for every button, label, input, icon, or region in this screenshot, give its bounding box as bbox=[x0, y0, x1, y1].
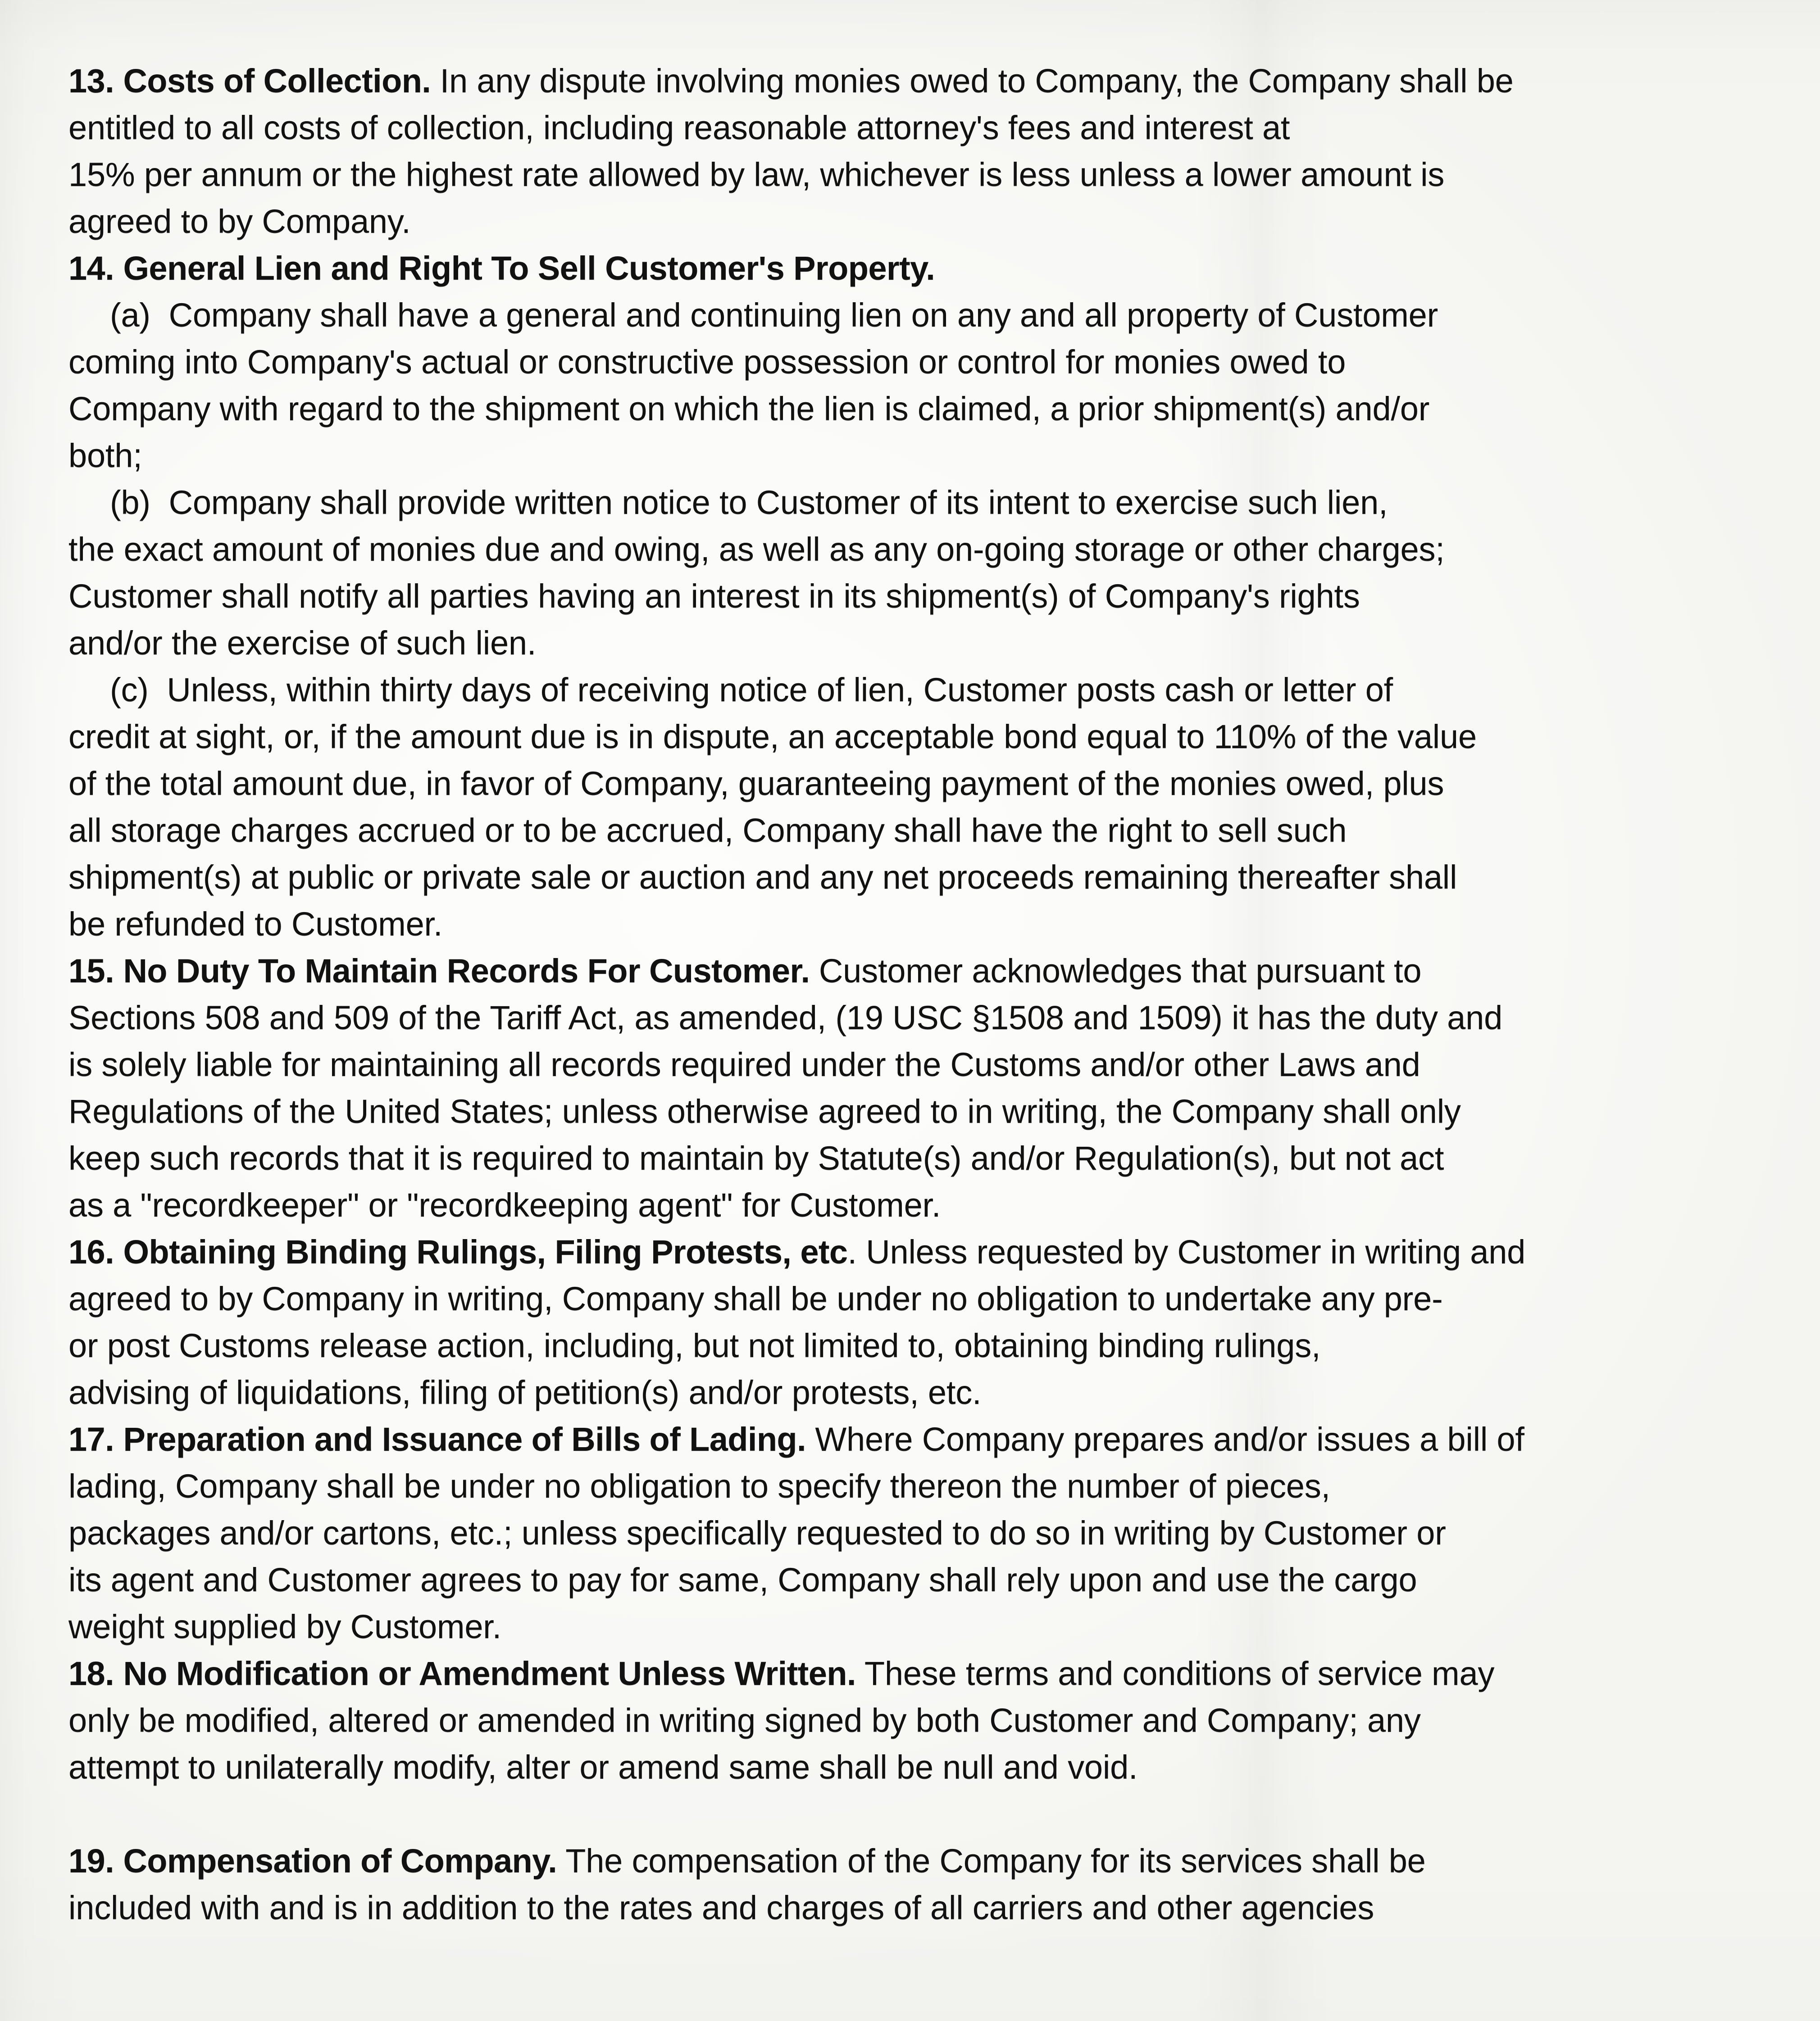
clause-16-line-2: agreed to by Company in writing, Company shall be under no obligation to undertake any pre- bbox=[68, 1280, 1443, 1317]
clause-14b-line-2: the exact amount of monies due and owing, as well as any on-going storage or other charges; bbox=[68, 531, 1445, 568]
clause-14c-line-6: be refunded to Customer. bbox=[68, 905, 443, 943]
clause-17-line-2: lading, Company shall be under no obligation to specify thereon the number of pieces, bbox=[68, 1467, 1330, 1505]
clause-16-heading-trailing: . bbox=[847, 1233, 857, 1271]
clause-13-line-3: 15% per annum or the highest rate allowed by law, whichever is less unless a lower amount is bbox=[68, 156, 1445, 193]
clause-14c-line-2: credit at sight, or, if the amount due is in dispute, an acceptable bond equal to 110% of the value bbox=[68, 718, 1477, 755]
clause-13-line-2: entitled to all costs of collection, including reasonable attorney's fees and interest at bbox=[68, 109, 1290, 146]
clause-14c-label: (c) bbox=[110, 671, 149, 708]
clause-14a-label: (a) bbox=[110, 296, 150, 334]
clause-13-line-4: agreed to by Company. bbox=[68, 203, 411, 240]
clause-19-line-2: included with and is in addition to the rates and charges of all carriers and other agencies bbox=[68, 1889, 1374, 1926]
clause-18-heading: No Modification or Amendment Unless Written. bbox=[123, 1655, 856, 1692]
clause-14-number: 14. bbox=[68, 250, 114, 287]
clause-17-line-1: Where Company prepares and/or issues a bill of bbox=[815, 1421, 1524, 1458]
clause-17-heading: Preparation and Issuance of Bills of Lading. bbox=[123, 1421, 806, 1458]
clause-13-line-1: In any dispute involving monies owed to Company, the Company shall be bbox=[440, 62, 1514, 100]
clause-14a-line-2: coming into Company's actual or constructive possession or control for monies owed to bbox=[68, 343, 1346, 381]
clause-17-line-3: packages and/or cartons, etc.; unless specifically requested to do so in writing by Customer or bbox=[68, 1514, 1446, 1552]
clause-15-line-1: Customer acknowledges that pursuant to bbox=[819, 952, 1422, 990]
clause-14a-line-1: Company shall have a general and continuing lien on any and all property of Customer bbox=[168, 296, 1438, 334]
clause-14c-line-3: of the total amount due, in favor of Company, guaranteeing payment of the monies owed, plus bbox=[68, 765, 1444, 802]
clause-17-line-4: its agent and Customer agrees to pay for same, Company shall rely upon and use the cargo bbox=[68, 1561, 1417, 1599]
clause-14a-line-4: both; bbox=[68, 437, 142, 474]
clause-13 bbox=[68, 58, 1749, 245]
clause-15-line-6: as a "recordkeeper" or "recordkeeping agent" for Customer. bbox=[68, 1186, 941, 1224]
clause-14c-line-1: Unless, within thirty days of receiving notice of lien, Customer posts cash or letter of bbox=[167, 671, 1393, 708]
clause-18-line-1: These terms and conditions of service may bbox=[864, 1655, 1495, 1692]
clause-19-number: 19. bbox=[68, 1842, 114, 1880]
clause-14-heading-row bbox=[68, 245, 1749, 292]
clause-14b bbox=[68, 479, 1749, 667]
document-text-column bbox=[68, 58, 1749, 1931]
clause-16-line-4: advising of liquidations, filing of petition(s) and/or protests, etc. bbox=[68, 1374, 982, 1411]
clause-15-number: 15. bbox=[68, 952, 114, 990]
clause-17-number: 17. bbox=[68, 1421, 114, 1458]
clause-19 bbox=[68, 1838, 1749, 1931]
clause-14a-line-3: Company with regard to the shipment on which the lien is claimed, a prior shipment(s) and/or bbox=[68, 390, 1430, 427]
clause-14b-line-1: Company shall provide written notice to Customer of its intent to exercise such lien, bbox=[168, 484, 1388, 521]
clause-15-line-3: is solely liable for maintaining all records required under the Customs and/or other Laws and bbox=[68, 1046, 1420, 1083]
clause-13-heading-trailing: . bbox=[422, 62, 431, 100]
clause-17-line-5: weight supplied by Customer. bbox=[68, 1608, 502, 1645]
clause-14b-line-4: and/or the exercise of such lien. bbox=[68, 624, 537, 662]
clause-14c-line-5: shipment(s) at public or private sale or auction and any net proceeds remaining thereafter shall bbox=[68, 858, 1457, 896]
clause-14c bbox=[68, 667, 1749, 948]
clause-14a bbox=[68, 292, 1749, 479]
clause-13-number: 13. bbox=[68, 62, 114, 100]
clause-19-line-1: The compensation of the Company for its services shall be bbox=[565, 1842, 1426, 1880]
clause-16-heading: Obtaining Binding Rulings, Filing Protests, etc bbox=[123, 1233, 848, 1271]
clause-16-line-1: Unless requested by Customer in writing and bbox=[866, 1233, 1526, 1271]
clause-17 bbox=[68, 1416, 1749, 1650]
clause-15-heading: No Duty To Maintain Records For Customer. bbox=[123, 952, 810, 990]
clause-18-line-2: only be modified, altered or amended in writing signed by both Customer and Company; any bbox=[68, 1702, 1421, 1739]
clause-13-heading: Costs of Collection bbox=[123, 62, 422, 100]
clause-16-number: 16. bbox=[68, 1233, 114, 1271]
clause-15 bbox=[68, 948, 1749, 1229]
clause-15-line-5: keep such records that it is required to maintain by Statute(s) and/or Regulation(s), but not act bbox=[68, 1140, 1444, 1177]
clause-14b-label: (b) bbox=[110, 484, 150, 521]
clause-14c-line-4: all storage charges accrued or to be accrued, Company shall have the right to sell such bbox=[68, 812, 1347, 849]
clause-18-number: 18. bbox=[68, 1655, 114, 1692]
clause-14b-line-3: Customer shall notify all parties having an interest in its shipment(s) of Company's rights bbox=[68, 577, 1360, 615]
clause-15-line-4: Regulations of the United States; unless otherwise agreed to in writing, the Company shall only bbox=[68, 1093, 1461, 1130]
clause-18 bbox=[68, 1650, 1749, 1791]
clause-15-line-2: Sections 508 and 509 of the Tariff Act, as amended, (19 USC §1508 and 1509) it has the duty and bbox=[68, 999, 1503, 1036]
clause-16-line-3: or post Customs release action, including, but not limited to, obtaining binding rulings, bbox=[68, 1327, 1321, 1364]
clause-19-heading: Compensation of Company. bbox=[123, 1842, 557, 1880]
clause-18-line-3: attempt to unilaterally modify, alter or amend same shall be null and void. bbox=[68, 1749, 1138, 1786]
clause-14-heading: General Lien and Right To Sell Customer's Property. bbox=[123, 250, 935, 287]
clause-16 bbox=[68, 1229, 1749, 1416]
